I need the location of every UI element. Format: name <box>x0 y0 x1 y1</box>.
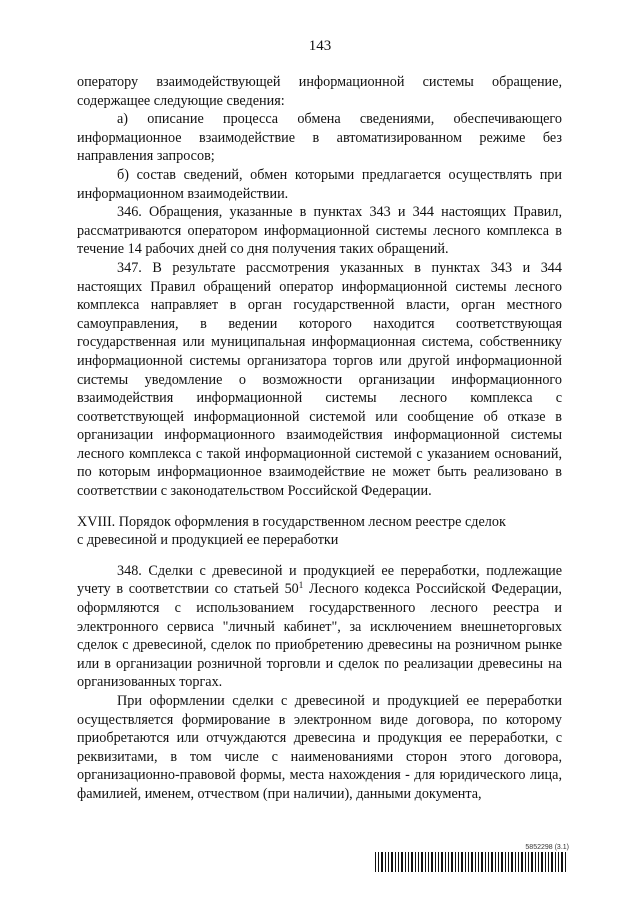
document-body <box>77 73 562 804</box>
barcode-graphic <box>375 852 570 872</box>
paragraph-deal-registration: При оформлении сделки с древесиной и продукцией ее переработки осуществляется формирование в электронном виде договора, по которому приобретаются или отчуждаются древесина и продукция ее переработки, с реквизитами, в том числе с наименованиями сторон этого договора, организационно-правовой формы, места нахождения - для юридического лица, фамилией, именем, отчеством (при наличии), данными документа, <box>77 693 562 802</box>
paragraph-348-end: Лесного кодекса Российской Федерации, оформляются с использованием государственного лесного реестра и электронного сервиса "личный кабинет", за исключением внешнеторговых сделок с древесиной, сделок по приобретению древесины на розничном рынке или в организации розничной торговли и сделок по реализации древесины на организованных торгах. <box>77 581 562 691</box>
section-title-line-1: XVIII. Порядок оформления в государственном лесном реестре сделок <box>77 513 506 530</box>
section-heading <box>77 513 562 550</box>
paragraph-348-start: 348. Сделки с древесиной и продукцией ее переработки, подлежащие учету в соответствии со статьей 50 <box>77 562 562 598</box>
paragraph-item-b: б) состав сведений, обмен которыми предлагается осуществлять при информационном взаимодействии. <box>77 166 562 202</box>
paragraph-346: 346. Обращения, указанные в пунктах 343 и 344 настоящих Правил, рассматриваются оператором информационной системы лесного комплекса в течение 14 рабочих дней со дня получения таких обращений. <box>77 204 562 258</box>
section-title-line-2: с древесиной и продукцией ее переработки <box>77 532 339 549</box>
paragraph-348 <box>77 562 562 692</box>
page-number: 143 <box>308 38 332 54</box>
article-superscript: 1 <box>298 580 304 591</box>
paragraph-intro: оператору взаимодействующей информационной системы обращение, содержащее следующие сведения: <box>77 74 562 109</box>
barcode-image <box>375 852 570 872</box>
paragraph-347: 347. В результате рассмотрения указанных в пунктах 343 и 344 настоящих Правил обращений оператор информационной системы лесного комплекса направляет в орган государственной власти, орган местного самоуправления, в ведении которого находится соответствующая государственная или муниципальная информационная система, собственнику информационной системы организатора торгов или другой информационной системы уведомление о возможности организации информационного взаимодействия информационной системы лесного комплекса с соответствующей информационной системой или сообщение об отказе в организации информационного взаимодействия информационной системы лесного комплекса с такой информационной системой с указанием оснований, по которым информационное взаимодействие не может быть реализовано в соответствии с законодательством Российской Федерации. <box>77 259 562 500</box>
document-stamp: 5852298 (3.1) <box>525 844 569 851</box>
paragraph-item-a: а) описание процесса обмена сведениями, обеспечивающего информационное взаимодействие в автоматизированном режиме без направления запросов; <box>77 111 562 165</box>
